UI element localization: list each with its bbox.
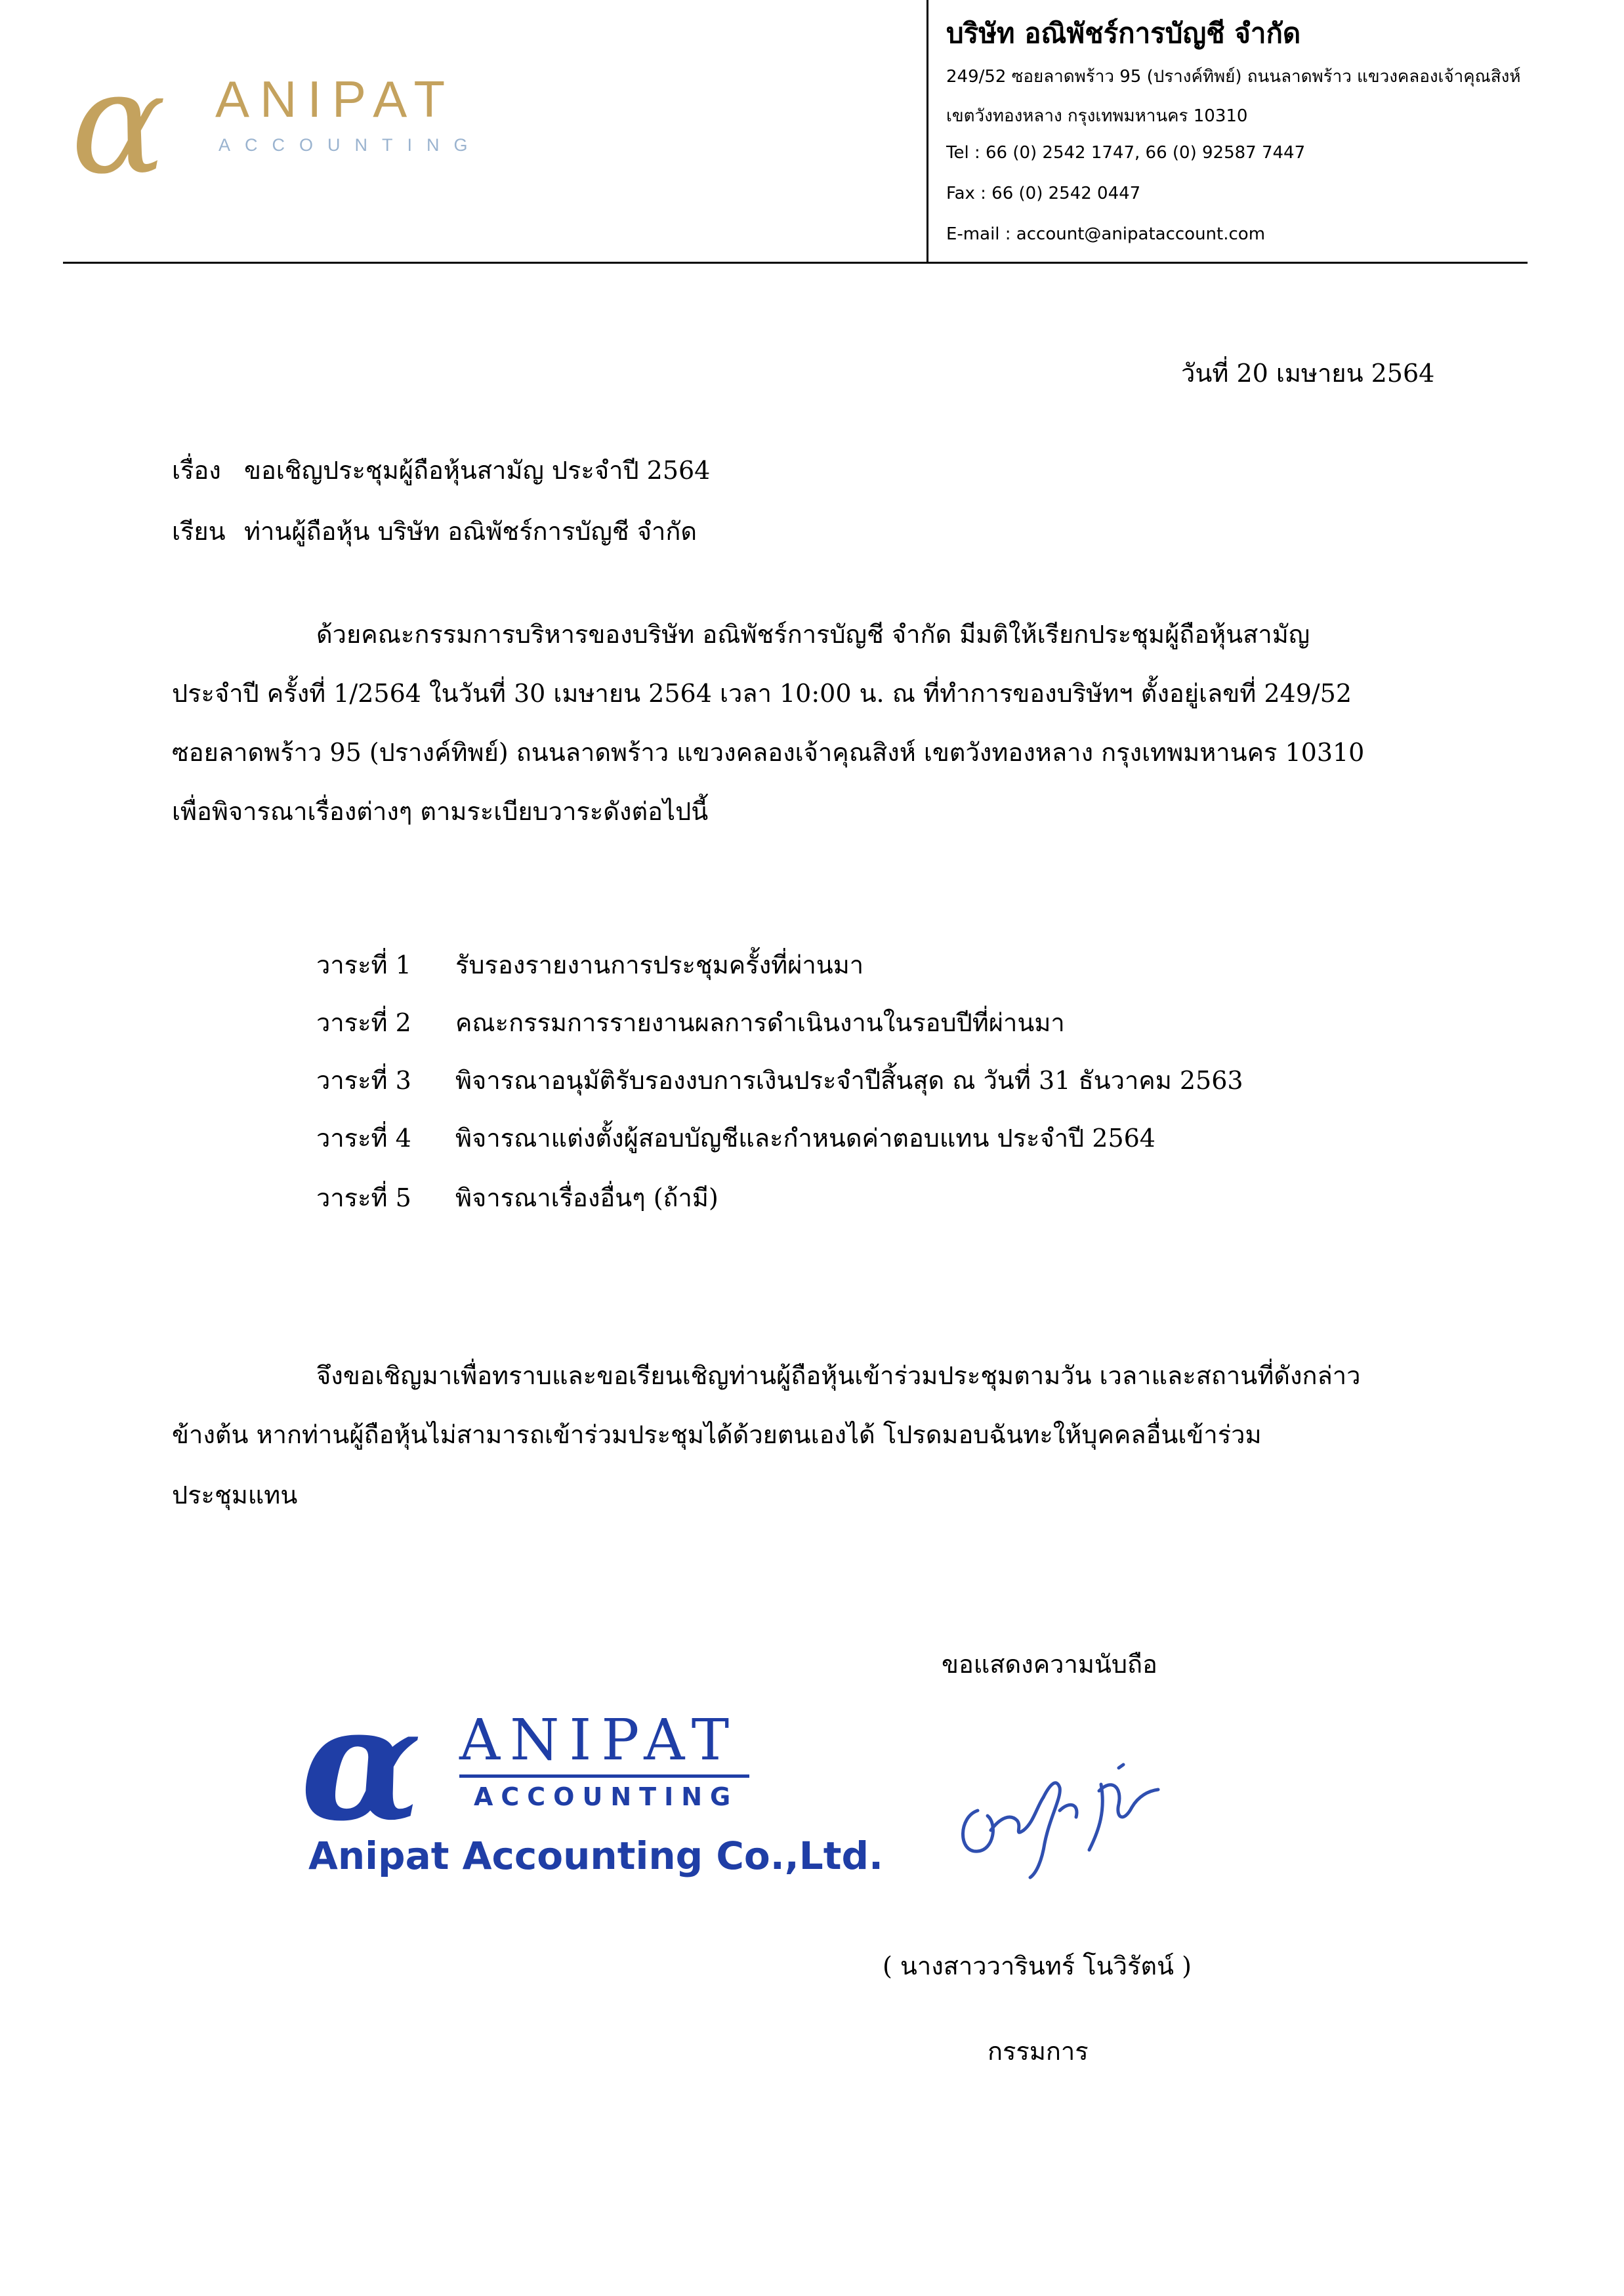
letterhead-logo-alpha: α — [71, 41, 167, 205]
subject-label: เรื่อง — [172, 456, 221, 485]
agenda-item-2 — [316, 1002, 1065, 1042]
agenda-number: วาระที่ 4 — [316, 1124, 411, 1153]
stamp-logo-alpha: α — [301, 1671, 422, 1856]
stamp-rule — [459, 1774, 749, 1778]
recipient-label: เรียน — [172, 517, 226, 546]
letterhead-logo-sub: ACCOUNTING — [219, 135, 482, 155]
company-email: E-mail : account@anipataccount.com — [946, 224, 1266, 244]
stamp-logo-sub: ACCOUNTING — [474, 1782, 739, 1811]
letter-date: วันที่ 20 เมษายน 2564 — [1181, 359, 1435, 388]
letterhead-logo-name: ANIPAT — [215, 70, 456, 128]
agenda-number: วาระที่ 3 — [316, 1066, 411, 1095]
company-tel: Tel : 66 (0) 2542 1747, 66 (0) 92587 7447 — [946, 143, 1306, 163]
agenda-text: คณะกรรมการรายงานผลการดำเนินงานในรอบปีที่ผ่านมา — [455, 1008, 1065, 1037]
company-address-line2: เขตวังทองหลาง กรุงเทพมหานคร 10310 — [946, 106, 1248, 126]
closing-line-3: ประชุมแทน — [172, 1481, 298, 1509]
agenda-item-1 — [316, 945, 864, 985]
letterhead-vertical-divider — [927, 0, 928, 264]
company-name: บริษัท อณิพัชร์การบัญชี จำกัด — [946, 17, 1301, 49]
recipient-line — [172, 517, 697, 547]
subject-text: ขอเชิญประชุมผู้ถือหุ้นสามัญ ประจำปี 2564 — [244, 456, 711, 485]
stamp-logo-name: ANIPAT — [459, 1708, 739, 1773]
intro-line-2: ประจำปี ครั้งที่ 1/2564 ในวันที่ 30 เมษายน 2564 เวลา 10:00 น. ณ ที่ทำการของบริษัทฯ ตั้งอยู่เลขที่ 249/52 — [172, 679, 1352, 708]
intro-line-3: ซอยลาดพร้าว 95 (ปรางค์ทิพย์) ถนนลาดพร้าว แขวงคลองเจ้าคุณสิงห์ เขตวังทองหลาง กรุงเทพมหานคร 10310 — [172, 738, 1365, 767]
signer-title: กรรมการ — [988, 2037, 1089, 2066]
letterhead-horizontal-divider — [63, 262, 1528, 264]
closing-line-2: ข้างต้น หากท่านผู้ถือหุ้นไม่สามารถเข้าร่วมประชุมได้ด้วยตนเองได้ โปรดมอบฉันทะให้บุคคลอื่นเข้าร่วม — [172, 1420, 1262, 1449]
agenda-number: วาระที่ 5 — [316, 1183, 411, 1212]
intro-line-4: เพื่อพิจารณาเรื่องต่างๆ ตามระเบียบวาระดังต่อไปนี้ — [172, 797, 709, 826]
subject-line — [172, 456, 710, 486]
agenda-text: พิจารณาแต่งตั้งผู้สอบบัญชีและกำหนดค่าตอบแทน ประจำปี 2564 — [455, 1124, 1156, 1153]
company-fax: Fax : 66 (0) 2542 0447 — [946, 184, 1141, 203]
recipient-text: ท่านผู้ถือหุ้น บริษัท อณิพัชร์การบัญชี จำกัด — [244, 517, 697, 546]
agenda-number: วาระที่ 2 — [316, 1008, 411, 1037]
intro-line-1: ด้วยคณะกรรมการบริหารของบริษัท อณิพัชร์การบัญชี จำกัด มีมติให้เรียกประชุมผู้ถือหุ้นสามัญ — [316, 620, 1310, 649]
signer-name: ( นางสาววารินทร์ โนวิรัตน์ ) — [883, 1952, 1192, 1980]
agenda-number: วาระที่ 1 — [316, 951, 411, 979]
signature-image — [951, 1738, 1168, 1889]
agenda-item-4 — [316, 1118, 1156, 1158]
agenda-item-5 — [316, 1178, 718, 1218]
company-address-line1: 249/52 ซอยลาดพร้าว 95 (ปรางค์ทิพย์) ถนนลาดพร้าว แขวงคลองเจ้าคุณสิงห์ — [946, 67, 1521, 87]
agenda-item-3 — [316, 1060, 1243, 1100]
closing-line-1: จึงขอเชิญมาเพื่อทราบและขอเรียนเชิญท่านผู้ถือหุ้นเข้าร่วมประชุมตามวัน เวลาและสถานที่ดังกล่าว — [316, 1361, 1361, 1390]
regards: ขอแสดงความนับถือ — [942, 1650, 1157, 1679]
stamp-company-name: Anipat Accounting Co.,Ltd. — [308, 1834, 884, 1878]
agenda-text: รับรองรายงานการประชุมครั้งที่ผ่านมา — [455, 951, 864, 979]
agenda-text: พิจารณาเรื่องอื่นๆ (ถ้ามี) — [455, 1183, 718, 1212]
agenda-text: พิจารณาอนุมัติรับรองงบการเงินประจำปีสิ้นสุด ณ วันที่ 31 ธันวาคม 2563 — [455, 1066, 1243, 1095]
